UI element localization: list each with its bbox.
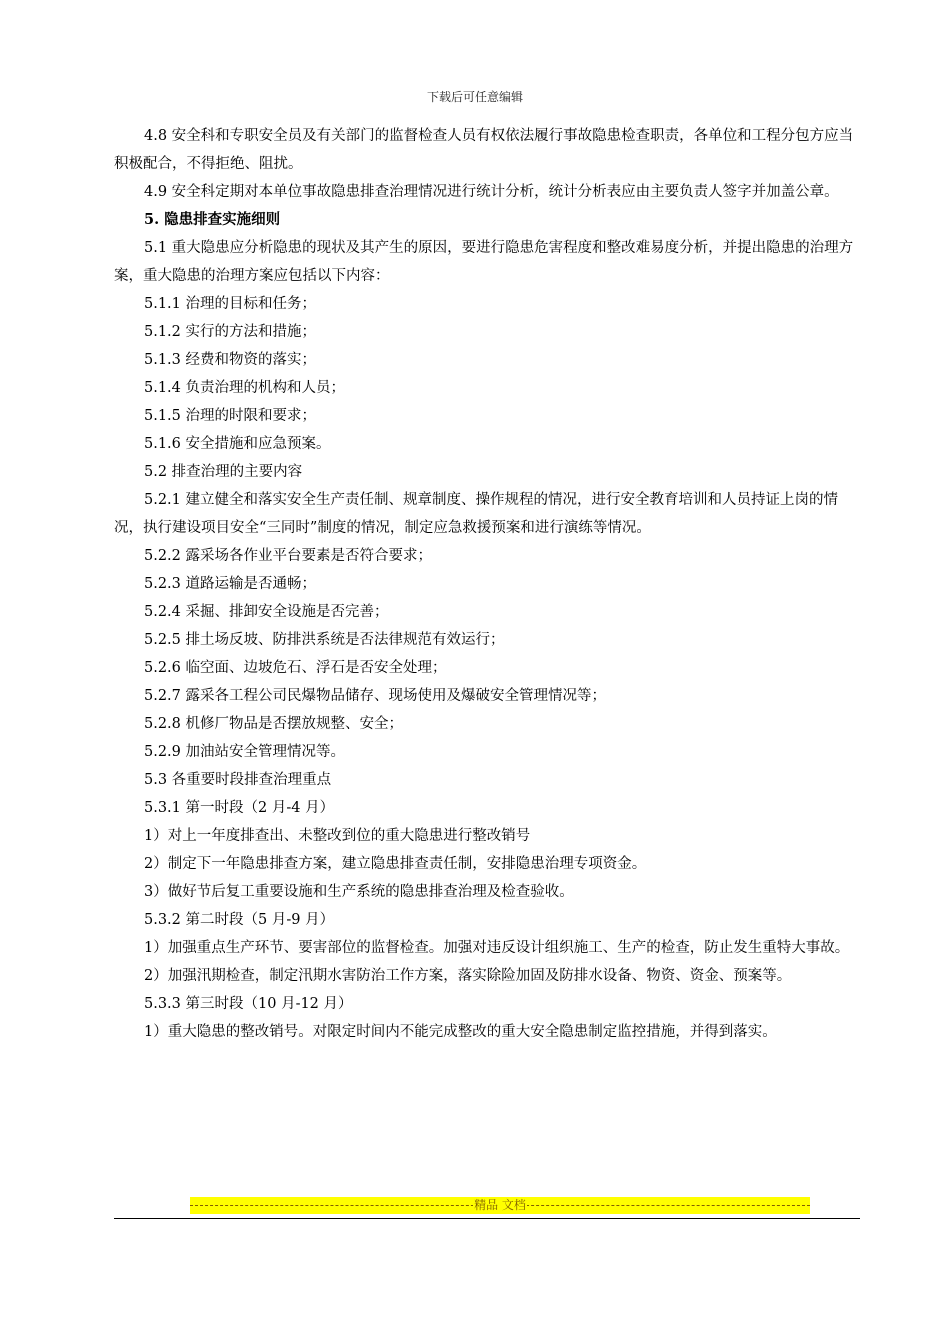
paragraph: 5.1 重大隐患应分析隐患的现状及其产生的原因，要进行隐患危害程度和整改难易度分析，并提出隐患的治理方案，重大隐患的治理方案应包括以下内容： — [114, 240, 854, 284]
paragraph: 5.1.4 负责治理的机构和人员； — [144, 380, 346, 396]
section-heading: 5. 隐患排查实施细则 — [144, 211, 281, 228]
paragraph: 2）制定下一年隐患排查方案，建立隐患排查责任制，安排隐患治理专项资金。 — [144, 856, 647, 872]
footer-banner — [190, 1197, 810, 1214]
paragraph: 5.2.5 排土场反坡、防排洪系统是否法律规范有效运行； — [144, 632, 505, 648]
footer-label: 精品 文档 — [474, 1198, 526, 1212]
paragraph: 1）加强重点生产环节、要害部位的监督检查。加强对违反设计组织施工、生产的检查，防止发生重特大事故。 — [144, 940, 850, 956]
paragraph: 5.3 各重要时段排查治理重点 — [144, 772, 332, 788]
paragraph: 5.1.5 治理的时限和要求； — [144, 408, 317, 424]
paragraph: 5.3.2 第二时段（5 月-9 月） — [144, 912, 335, 928]
document-body — [114, 122, 860, 1046]
paragraph: 5.2.2 露采场各作业平台要素是否符合要求； — [144, 548, 433, 564]
paragraph: 2）加强汛期检查，制定汛期水害防治工作方案，落实除险加固及防排水设备、物资、资金、预案等。 — [144, 968, 792, 984]
footer-rule — [114, 1218, 860, 1219]
paragraph: 4.8 安全科和专职安全员及有关部门的监督检查人员有权依法履行事故隐患检查职责，各单位和工程分包方应当积极配合，不得拒绝、阻扰。 — [114, 128, 854, 172]
paragraph: 5.3.3 第三时段（10 月-12 月） — [144, 996, 353, 1012]
paragraph: 5.1.6 安全措施和应急预案。 — [144, 436, 331, 452]
page-header: 下载后可任意编辑 — [426, 90, 523, 104]
paragraph: 1）重大隐患的整改销号。对限定时间内不能完成整改的重大安全隐患制定监控措施，并得到落实。 — [144, 1024, 777, 1040]
paragraph: 4.9 安全科定期对本单位事故隐患排查治理情况进行统计分析，统计分析表应由主要负责人签字并加盖公章。 — [144, 184, 839, 200]
paragraph: 5.2.9 加油站安全管理情况等。 — [144, 744, 346, 760]
paragraph: 5.2.3 道路运输是否通畅； — [144, 576, 317, 592]
paragraph: 5.2 排查治理的主要内容 — [144, 464, 303, 480]
paragraph: 3）做好节后复工重要设施和生产系统的隐患排查治理及检查验收。 — [144, 884, 574, 900]
paragraph: 5.2.1 建立健全和落实安全生产责任制、规章制度、操作规程的情况，进行安全教育培训和人员持证上岗的情况，执行建设项目安全“三同时”制度的情况，制定应急救援预案和进行演练等情况。 — [114, 492, 838, 536]
paragraph: 5.3.1 第一时段（2 月-4 月） — [144, 800, 335, 816]
paragraph: 5.2.6 临空面、边坡危石、浮石是否安全处理； — [144, 660, 447, 676]
paragraph: 5.2.4 采掘、排卸安全设施是否完善； — [144, 604, 389, 620]
paragraph: 5.1.1 治理的目标和任务； — [144, 296, 317, 312]
paragraph: 5.2.7 露采各工程公司民爆物品储存、现场使用及爆破安全管理情况等； — [144, 688, 607, 704]
paragraph: 1）对上一年度排查出、未整改到位的重大隐患进行整改销号 — [144, 828, 531, 844]
paragraph: 5.1.3 经费和物资的落实； — [144, 352, 317, 368]
paragraph: 5.2.8 机修厂物品是否摆放规整、安全； — [144, 716, 404, 732]
paragraph: 5.1.2 实行的方法和措施； — [144, 324, 317, 340]
